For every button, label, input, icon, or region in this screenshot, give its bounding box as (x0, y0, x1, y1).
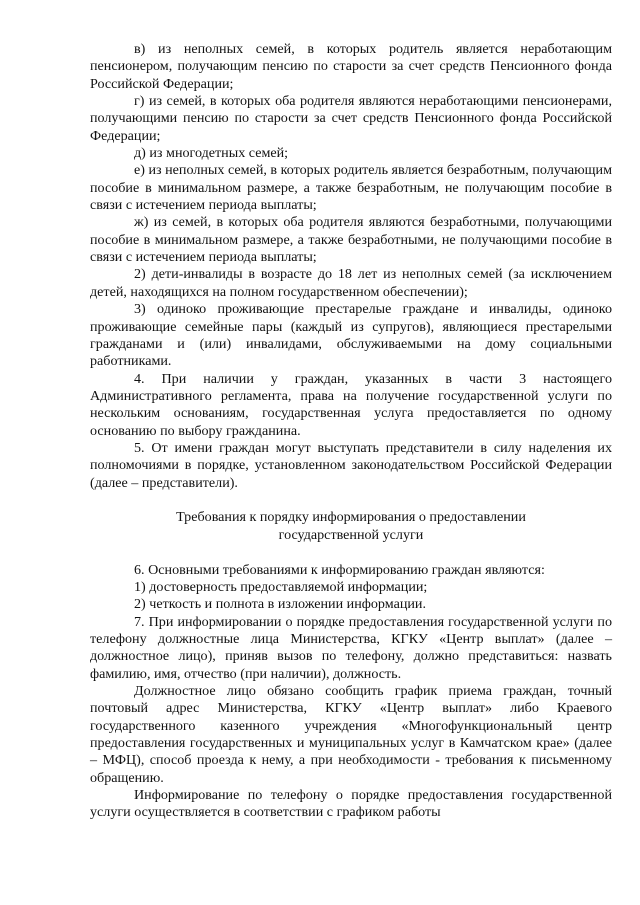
section-heading-line-1: Требования к порядку информирования о предоставлении (176, 509, 526, 526)
section-heading-line-2: государственной услуги (278, 526, 424, 543)
paragraph-item-v: в) из неполных семей, в которых родитель является неработающим пенсионером, получающим пенсию по старости за счет средств Пенсионного фонда Российской Федерации; (90, 41, 612, 92)
spacer (90, 492, 612, 510)
paragraph-official-duty: Должностное лицо обязано сообщить график приема граждан, точный почтовый адрес Министерства, КГКУ «Центр выплат» либо Краевого государственного казенного учреждения «Многофункциональный центр предоставления государственных и муниципальных услуг в Камчатском крае» (далее – МФЦ), способ проезда к нему, а при необходимости - требования к письменному обращению. (90, 683, 612, 786)
paragraph-item-zh: ж) из семей, в которых оба родителя являются безработными, получающими пособие в минимальном размере, а также безработными, не получающими пособие в связи с истечением периода выплаты; (90, 214, 612, 266)
paragraph-section-5: 5. От имени граждан могут выступать представители в силу наделения их полномочиями в порядке, установленном законодательством Российской Федерации (далее – представители). (90, 439, 612, 491)
paragraph-item-d: д) из многодетных семей; (134, 145, 289, 162)
document-page (90, 41, 612, 822)
paragraph-item-3: 3) одиноко проживающие престарелые граждане и инвалиды, одиноко проживающие семейные пары (каждый из супругов), являющиеся престарелыми гражданами и (или) инвалидами, обслуживаемыми на дому социальными работниками. (90, 301, 612, 370)
paragraph-item-2: 2) дети-инвалиды в возрасте до 18 лет из неполных семей (за исключением детей, находящихся на полном государственном обеспечении); (90, 266, 612, 300)
paragraph-list-item-2: 2) четкость и полнота в изложении информации. (134, 596, 426, 613)
paragraph-section-6: 6. Основными требованиями к информированию граждан являются: (134, 561, 545, 578)
paragraph-section-4: 4. При наличии у граждан, указанных в части 3 настоящего Административного регламента, права на получение государственной услуги по нескольким основаниям, государственная услуга предоставляется по одному основанию по выбору гражданина. (90, 370, 612, 439)
spacer (90, 544, 612, 562)
paragraph-section-7: 7. При информировании о порядке предоставления государственной услуги по телефону должностные лица Министерства, КГКУ «Центр выплат» (далее – должностное лицо), приняв вызов по телефону, должно представиться: назвать фамилию, имя, отчество (при наличии), должность. (90, 613, 612, 682)
paragraph-phone-informing: Информирование по телефону о порядке предоставления государственной услуги осуществляется в соответствии с графиком работы (90, 787, 612, 821)
paragraph-list-item-1: 1) достоверность предоставляемой информации; (134, 578, 428, 595)
paragraph-item-e: е) из неполных семей, в которых родитель является безработным, получающим пособие в минимальном размере, а также безработным, не получающим пособие в связи с истечением периода выплаты; (90, 162, 612, 214)
paragraph-item-g: г) из семей, в которых оба родителя являются неработающими пенсионерами, получающими пенсию по старости за счет средств Пенсионного фонда Российской Федерации; (90, 93, 612, 144)
